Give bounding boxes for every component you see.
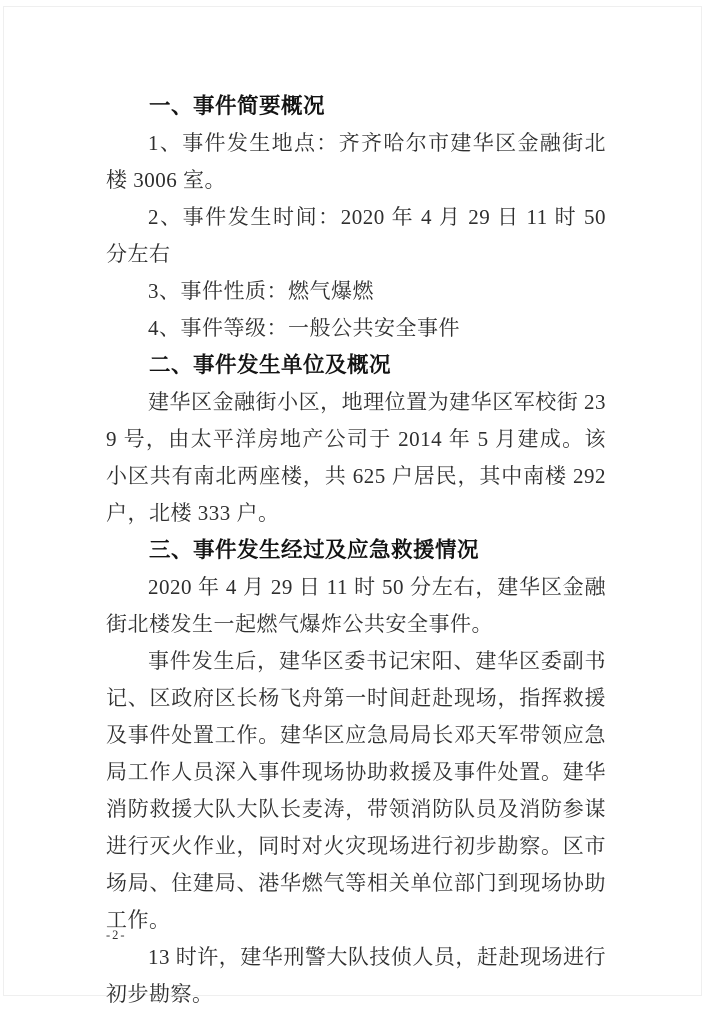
document-page [3,6,702,1006]
section-heading: 一、事件简要概况 [149,94,326,118]
paragraph: 事件发生后，建华区委书记宋阳、建华区委副书记、区政府区长杨飞舟第一时间赶赴现场，指挥救援及事件处置工作。建华区应急局局长邓天军带领应急局工作人员深入事件现场协助救援及事件处置。建华消防救援大队大队长麦涛，带领消防队员及消防参谋进行灭火作业，同时对火灾现场进行初步勘察。区市场局、住建局、港华燃气等相关单位部门到现场协助工作。 [106,649,606,932]
section-heading: 二、事件发生单位及概况 [149,353,392,377]
paragraph: 13 时许，建华刑警大队技侦人员，赶赴现场进行初步勘察。 [106,945,606,1006]
paragraph: 3、事件性质：燃气爆燃 [148,279,374,303]
paragraph: 建华区金融街小区，地理位置为建华区军校街 239 号，由太平洋房地产公司于 2014 年 5 月建成。该小区共有南北两座楼，共 625 户居民，其中南楼 292 户，北楼 333 户。 [106,390,606,525]
paragraph: 4、事件等级：一般公共安全事件 [148,316,460,340]
paragraph: 2、事件发生时间：2020 年 4 月 29 日 11 时 50 分左右 [106,205,606,266]
paragraph: 2020 年 4 月 29 日 11 时 50 分左右，建华区金融街北楼发生一起燃气爆炸公共安全事件。 [106,575,606,636]
document-body [106,88,606,1013]
paragraph: 1、事件发生地点：齐齐哈尔市建华区金融街北楼 3006 室。 [106,131,606,192]
page-number: -2- [106,928,127,942]
section-heading: 三、事件发生经过及应急救援情况 [149,538,480,562]
